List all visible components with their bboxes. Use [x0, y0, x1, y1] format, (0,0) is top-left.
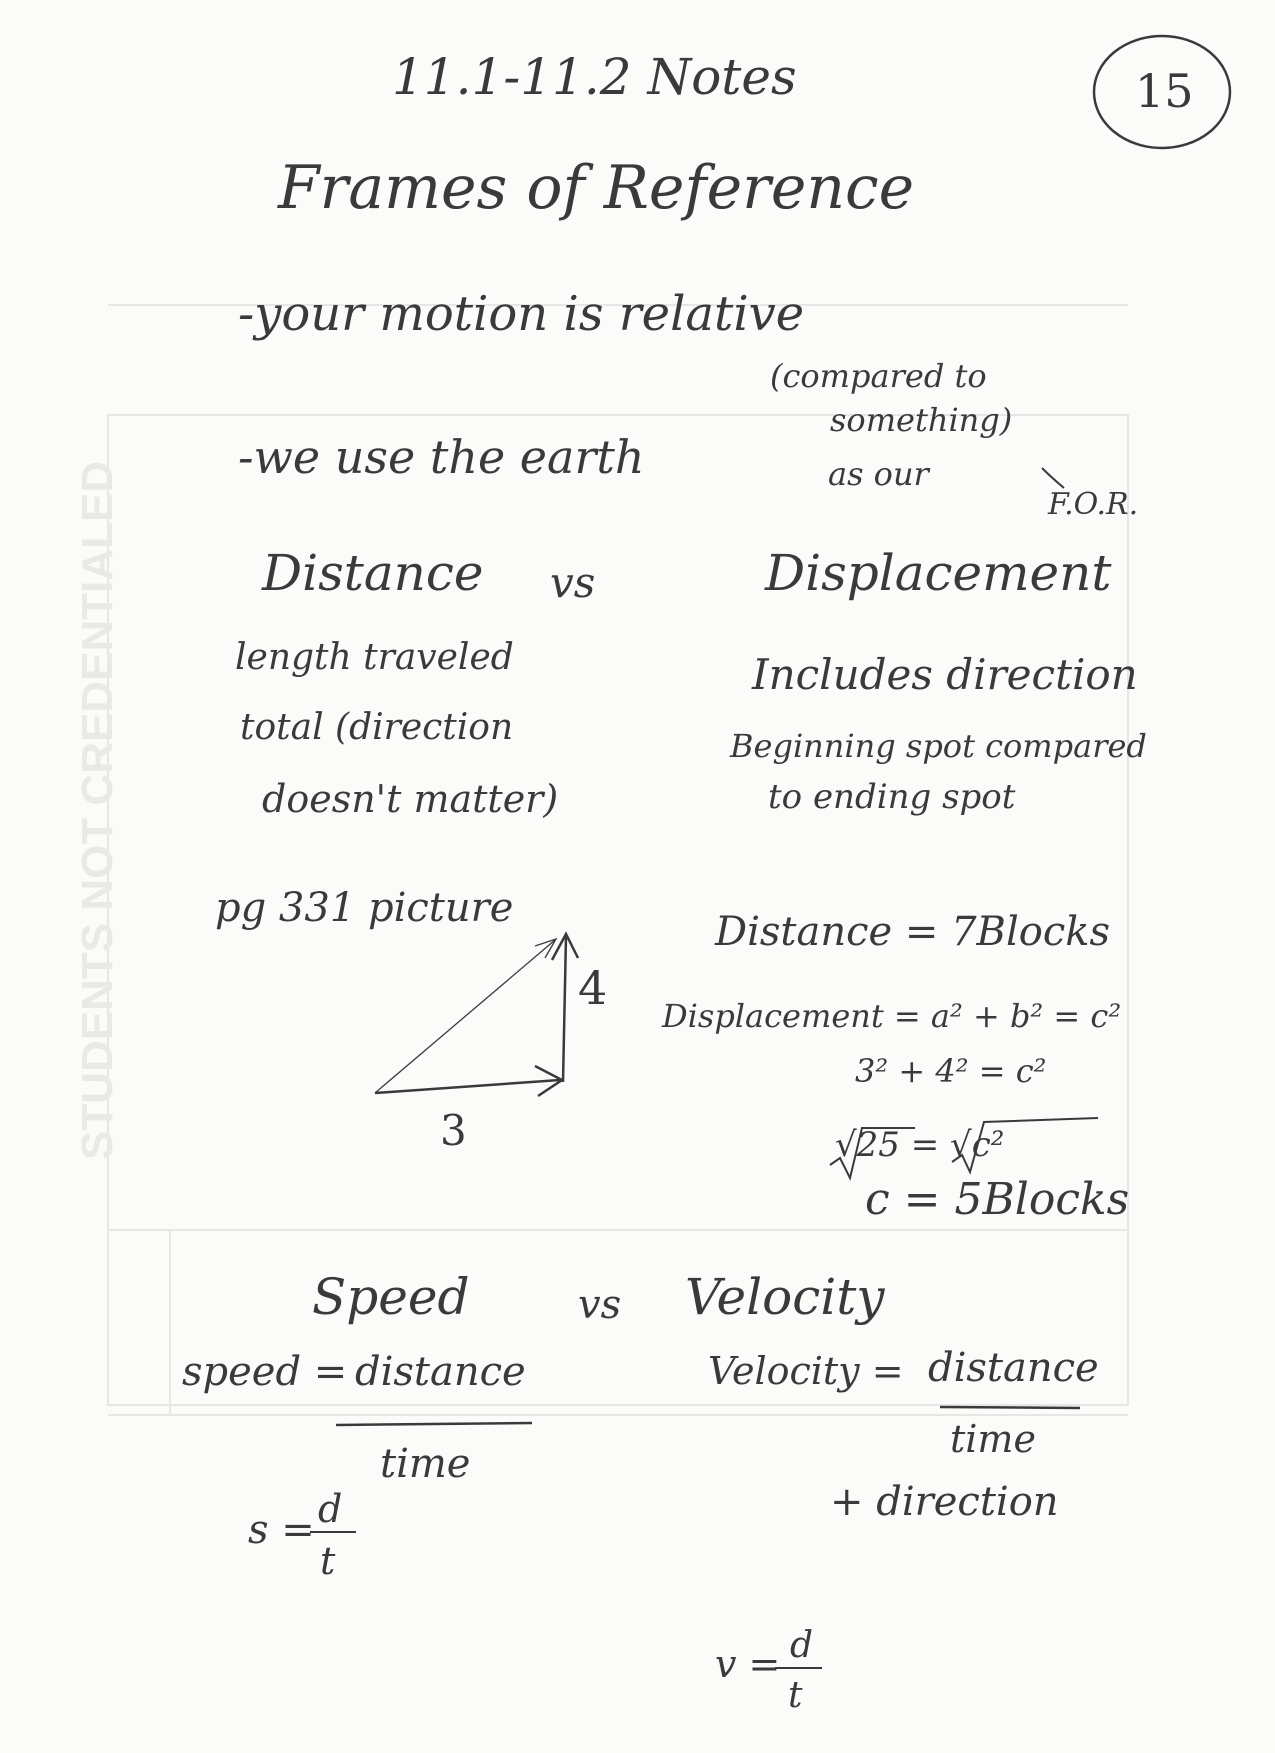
velocity-numerator: distance — [928, 1345, 1099, 1391]
distance-result: Distance = 7Blocks — [715, 909, 1110, 955]
speed-denominator: time — [380, 1441, 471, 1487]
side-length-vertical: 4 — [578, 961, 608, 1015]
vs-distance-displacement: vs — [550, 558, 596, 607]
speed-fraction-bar — [336, 1423, 532, 1425]
distance-def-line3: doesn't matter) — [262, 777, 559, 821]
pythagoras-step1: 3² + 4² = c² — [855, 1052, 1047, 1090]
svg-text:STUDENTS NOT CREDENTIALED: STUDENTS NOT CREDENTIALED — [73, 460, 122, 1160]
speed-symbol-lhs: s = — [248, 1507, 315, 1553]
displacement-def-line1: Includes direction — [752, 650, 1138, 699]
bullet-earth-abbrev: F.O.R. — [1048, 487, 1139, 522]
velocity-symbol-lhs: v = — [715, 1642, 781, 1686]
distance-def-line2: total (direction — [240, 707, 514, 748]
heading-distance: Distance — [262, 544, 484, 602]
distance-def-line1: length traveled — [235, 637, 514, 678]
bullet-motion-relative: -your motion is relative — [238, 286, 805, 342]
heading-displacement: Displacement — [765, 544, 1112, 602]
bullet-earth: -we use the earth — [238, 430, 645, 484]
speed-symbol-den: t — [320, 1539, 336, 1583]
displacement-formula: Displacement = a² + b² = c² — [662, 997, 1122, 1035]
pythagoras-step2: √25 = √c² — [835, 1125, 1005, 1165]
side-length-horizontal: 3 — [440, 1106, 467, 1155]
velocity-symbol-den: t — [788, 1675, 803, 1716]
page-number: 15 — [1135, 64, 1194, 118]
displacement-triangle — [375, 934, 578, 1096]
bullet-earth-tail: as our — [828, 455, 929, 493]
note-compared-to: (compared to — [770, 357, 987, 395]
displacement-def-line3: to ending spot — [768, 777, 1016, 817]
note-something: something) — [830, 401, 1013, 439]
velocity-symbol-num: d — [790, 1625, 814, 1666]
velocity-denominator: time — [950, 1417, 1036, 1461]
displacement-result: c = 5Blocks — [865, 1174, 1130, 1225]
vs-speed-velocity: vs — [578, 1282, 622, 1328]
speed-symbol-num: d — [318, 1487, 343, 1531]
velocity-extra: + direction — [830, 1479, 1059, 1525]
heading-speed: Speed — [312, 1268, 470, 1326]
displacement-def-line2: Beginning spot compared — [730, 727, 1147, 765]
example-caption: pg 331 picture — [215, 885, 514, 931]
speed-label: speed = — [182, 1349, 348, 1395]
velocity-label: Velocity = — [708, 1349, 904, 1393]
heading-frames-of-reference: Frames of Reference — [278, 153, 915, 223]
notes-title: 11.1-11.2 Notes — [392, 48, 797, 106]
speed-numerator: distance — [355, 1349, 526, 1395]
velocity-fraction-bar — [940, 1407, 1080, 1408]
heading-velocity: Velocity — [685, 1268, 885, 1326]
